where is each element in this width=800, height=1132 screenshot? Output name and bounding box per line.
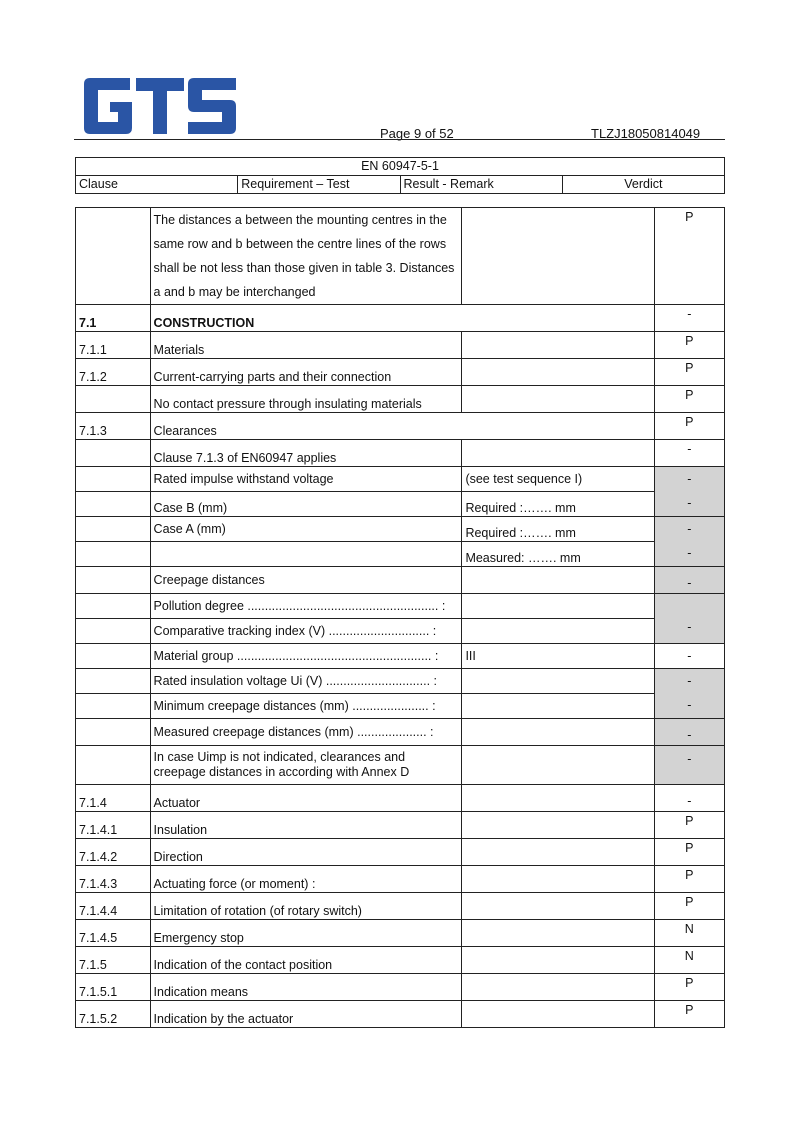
requirement-cell: Case B (mm): [150, 492, 462, 517]
verdict-cell: P: [654, 866, 724, 893]
table-row: [76, 785, 725, 812]
table-row: [76, 542, 725, 567]
clause-cell: [76, 694, 151, 719]
requirement-cell: No contact pressure through insulating materials: [150, 386, 462, 413]
clause-cell: 7.1.4.5: [76, 920, 151, 947]
verdict-cell: -: [654, 567, 724, 594]
clause-cell: [76, 467, 151, 492]
clause-cell: [76, 619, 151, 644]
table-row: [76, 594, 725, 619]
clause-cell: 7.1.4.1: [76, 812, 151, 839]
result-cell: [462, 920, 654, 947]
verdict-cell-merged: [654, 669, 724, 719]
verdict-value: -: [687, 698, 692, 712]
clause-cell: [76, 719, 151, 746]
result-cell: [462, 208, 654, 305]
clause-cell: [76, 644, 151, 669]
result-cell: [462, 694, 654, 719]
clause-cell: [76, 567, 151, 594]
result-cell: [462, 893, 654, 920]
requirement-cell: The distances a between the mounting centres in the same row and b between the centre lines of the rows shall be not less than those given in table 3. Distances a and b may be interchanged: [150, 208, 462, 305]
column-header-verdict: Verdict: [562, 176, 724, 194]
clause-cell: [76, 594, 151, 619]
requirement-cell: Limitation of rotation (of rotary switch): [150, 893, 462, 920]
verdict-cell: P: [654, 332, 724, 359]
result-cell: Required :……. mm: [462, 517, 654, 542]
result-cell: [462, 785, 654, 812]
result-cell: [462, 594, 654, 619]
verdict-cell: N: [654, 920, 724, 947]
requirement-cell: Minimum creepage distances (mm) ...................... :: [150, 694, 462, 719]
report-number: TLZJ18050814049: [591, 126, 701, 141]
table-row: [76, 467, 725, 492]
verdict-cell: P: [654, 893, 724, 920]
result-cell: Required :……. mm: [462, 492, 654, 517]
column-header-requirement: Requirement – Test: [238, 176, 400, 194]
clause-cell: 7.1.5.2: [76, 1001, 151, 1028]
verdict-cell: P: [654, 839, 724, 866]
verdict-cell: P: [654, 359, 724, 386]
requirement-cell: Indication of the contact position: [150, 947, 462, 974]
standard-title: EN 60947-5-1: [76, 158, 725, 176]
table-row: [76, 305, 725, 332]
table-row: [76, 567, 725, 594]
clause-cell: [76, 746, 151, 785]
verdict-cell: P: [654, 812, 724, 839]
page-number: Page 9 of 52: [380, 126, 454, 141]
result-cell: [462, 947, 654, 974]
requirement-cell: Indication by the actuator: [150, 1001, 462, 1028]
clause-cell: 7.1.4.2: [76, 839, 151, 866]
verdict-cell: P: [654, 1001, 724, 1028]
clause-cell: 7.1.5: [76, 947, 151, 974]
table-row: [76, 517, 725, 542]
verdict-cell: -: [654, 644, 724, 669]
clause-cell: 7.1.3: [76, 413, 151, 440]
table-row: [76, 619, 725, 644]
clause-cell: 7.1.5.1: [76, 974, 151, 1001]
requirement-cell: Clearances: [150, 413, 654, 440]
result-cell: [462, 746, 654, 785]
column-header-clause: Clause: [76, 176, 238, 194]
clause-cell: [76, 492, 151, 517]
requirement-cell: Emergency stop: [150, 920, 462, 947]
verdict-cell: P: [654, 974, 724, 1001]
table-row: [76, 359, 725, 386]
table-row: [76, 440, 725, 467]
requirement-cell: Direction: [150, 839, 462, 866]
requirement-cell: CONSTRUCTION: [150, 305, 654, 332]
result-cell: [462, 866, 654, 893]
result-cell: [462, 812, 654, 839]
requirement-cell: Pollution degree ....................................................... :: [150, 594, 462, 619]
verdict-value: -: [687, 522, 692, 536]
table-row: [76, 492, 725, 517]
result-cell: [462, 567, 654, 594]
clause-cell: [76, 386, 151, 413]
table-row: [76, 208, 725, 305]
table-row: [76, 644, 725, 669]
requirement-cell: Actuator: [150, 785, 462, 812]
requirement-cell: Comparative tracking index (V) ............................. :: [150, 619, 462, 644]
requirement-cell: Rated impulse withstand voltage: [150, 467, 462, 492]
requirement-cell: Material group ........................................................ :: [150, 644, 462, 669]
table-row: [76, 866, 725, 893]
table-row: [76, 719, 725, 746]
verdict-cell-merged: [654, 517, 724, 567]
result-cell: [462, 1001, 654, 1028]
verdict-cell: -: [654, 440, 724, 467]
requirement-cell: Case A (mm): [150, 517, 462, 542]
table-row: [76, 974, 725, 1001]
requirement-cell: [150, 542, 462, 567]
gts-logo: [84, 78, 236, 134]
clause-cell: 7.1.4: [76, 785, 151, 812]
clause-cell: [76, 440, 151, 467]
table-row: [76, 1001, 725, 1028]
requirement-cell: Current-carrying parts and their connection: [150, 359, 462, 386]
clause-cell: [76, 542, 151, 567]
verdict-cell: -: [654, 305, 724, 332]
table-row: [76, 812, 725, 839]
clause-cell: [76, 517, 151, 542]
verdict-cell: P: [654, 386, 724, 413]
verdict-value: -: [687, 546, 692, 560]
clause-cell: [76, 208, 151, 305]
verdict-value: -: [687, 496, 692, 510]
verdict-cell: -: [654, 785, 724, 812]
verdict-cell-merged: [654, 467, 724, 517]
verdict-cell: N: [654, 947, 724, 974]
verdict-cell: -: [654, 746, 724, 785]
table-row: [76, 694, 725, 719]
requirement-cell: Clause 7.1.3 of EN60947 applies: [150, 440, 462, 467]
result-cell: [462, 332, 654, 359]
requirement-cell: Measured creepage distances (mm) .................... :: [150, 719, 462, 746]
result-cell: [462, 974, 654, 1001]
verdict-value: -: [687, 472, 692, 486]
requirement-cell: Actuating force (or moment) :: [150, 866, 462, 893]
table-row: [76, 386, 725, 413]
verdict-cell: P: [654, 413, 724, 440]
table-row: [76, 839, 725, 866]
verdict-cell: -: [654, 719, 724, 746]
clause-cell: 7.1.2: [76, 359, 151, 386]
result-cell: [462, 386, 654, 413]
clause-cell: [76, 669, 151, 694]
requirement-cell: Creepage distances: [150, 567, 462, 594]
result-cell: Measured: ……. mm: [462, 542, 654, 567]
requirement-cell: Materials: [150, 332, 462, 359]
column-header-result: Result - Remark: [400, 176, 562, 194]
result-cell: [462, 359, 654, 386]
table-row: [76, 332, 725, 359]
result-cell: [462, 619, 654, 644]
verdict-cell: P: [654, 208, 724, 305]
clause-cell: 7.1: [76, 305, 151, 332]
clause-cell: 7.1.1: [76, 332, 151, 359]
result-cell: [462, 440, 654, 467]
table-row: [76, 413, 725, 440]
result-cell: [462, 669, 654, 694]
clause-cell: 7.1.4.3: [76, 866, 151, 893]
requirement-cell: In case Uimp is not indicated, clearances and creepage distances in according with Annex D: [150, 746, 462, 785]
verdict-value: -: [687, 674, 692, 688]
result-cell: (see test sequence I): [462, 467, 654, 492]
result-cell: [462, 719, 654, 746]
table-row: [76, 669, 725, 694]
table-row: [76, 893, 725, 920]
requirement-cell: Rated insulation voltage Ui (V) .............................. :: [150, 669, 462, 694]
table-row: [76, 746, 725, 785]
verdict-cell-merged: -: [654, 594, 724, 644]
requirement-cell: Insulation: [150, 812, 462, 839]
table-row: [76, 947, 725, 974]
clause-cell: 7.1.4.4: [76, 893, 151, 920]
table-row: [76, 920, 725, 947]
requirement-cell: Indication means: [150, 974, 462, 1001]
header-divider: [74, 139, 725, 140]
requirements-table: [75, 207, 725, 1028]
table-header: [75, 157, 725, 194]
result-cell: III: [462, 644, 654, 669]
result-cell: [462, 839, 654, 866]
